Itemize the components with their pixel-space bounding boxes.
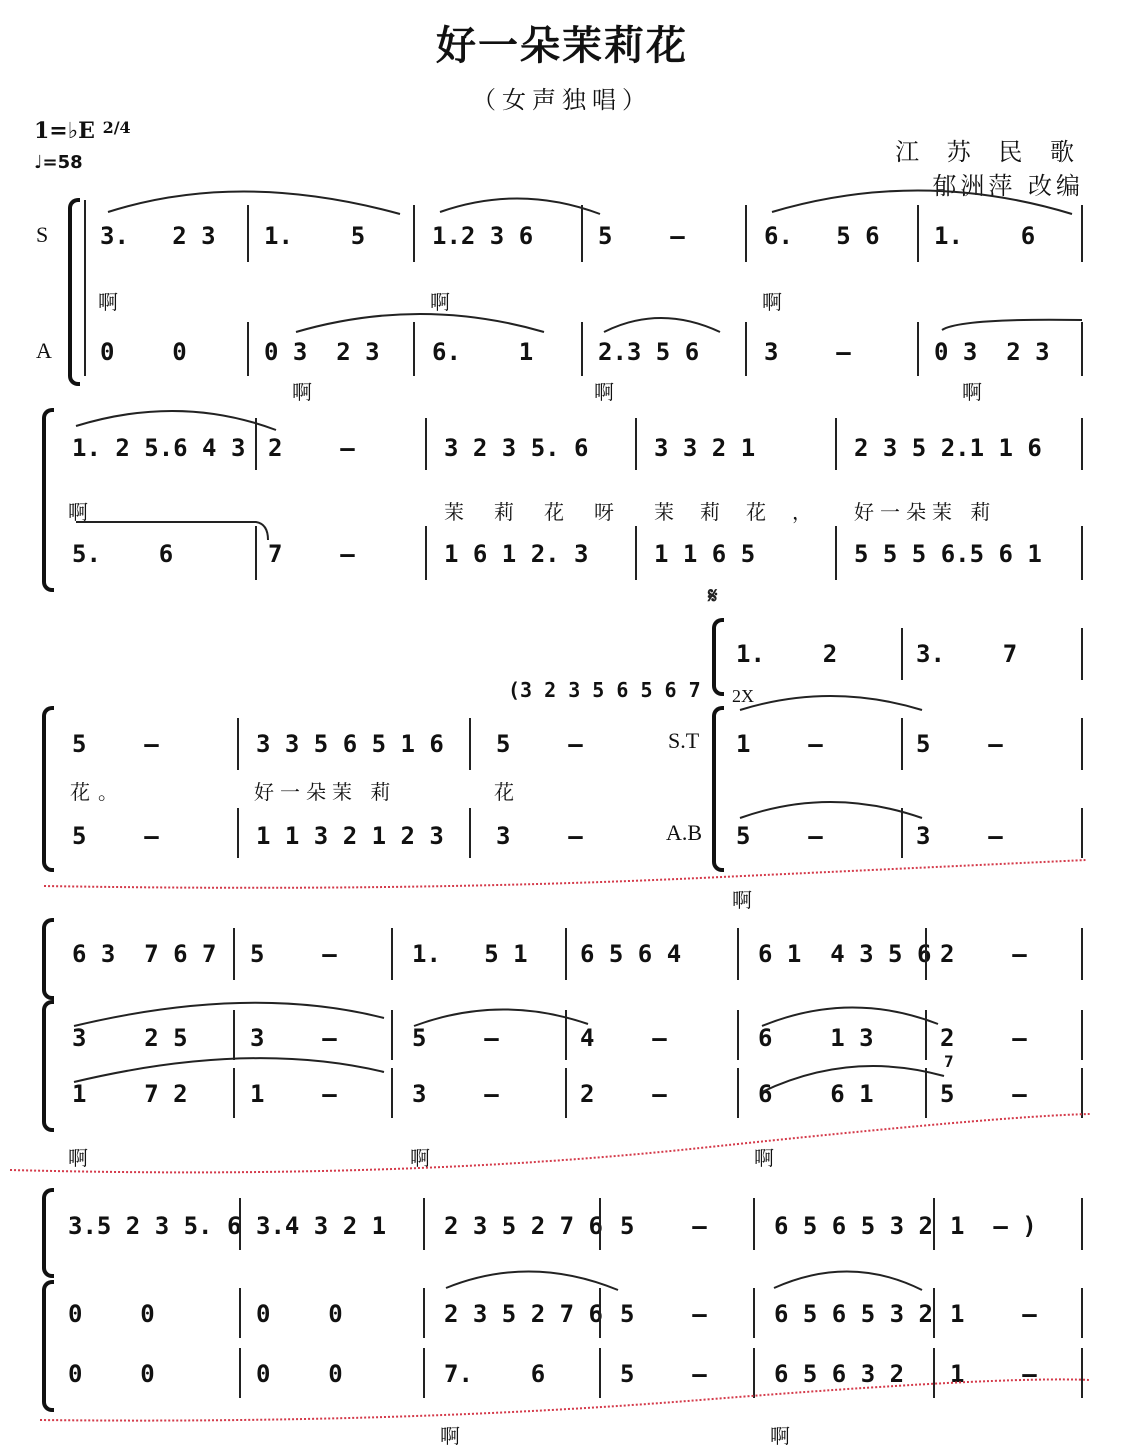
lyric-line: 花。 <box>70 780 126 804</box>
note-group: 6 3 7 6 7 <box>72 940 217 968</box>
note-group: 1 – <box>250 1080 337 1108</box>
note-group: 1 – <box>736 730 823 758</box>
note-group: 5. 6 <box>72 540 174 568</box>
tempo-mark: ♩=58 <box>34 152 83 173</box>
system-bracket <box>42 1188 54 1278</box>
system-bracket <box>68 198 80 386</box>
note-group: 6 6 1 <box>758 1080 874 1108</box>
lyric-ah: 啊 <box>732 888 752 912</box>
note-group: 3 – <box>496 822 583 850</box>
note-group: 1 – <box>950 1300 1037 1328</box>
note-group: 3 – <box>250 1024 337 1052</box>
note-group: 2.3 5 6 <box>598 338 700 366</box>
note-group: 0 3 2 3 <box>934 338 1050 366</box>
note-group: 3 2 5 <box>72 1024 188 1052</box>
lyric-ah: 啊 <box>754 1146 774 1170</box>
note-group: 1. 2 5.6 4 3 <box>72 434 246 462</box>
note-group: 1 1 3 2 1 2 3 <box>256 822 444 850</box>
note-group: 0 3 2 3 <box>264 338 380 366</box>
note-group: 7 – <box>268 540 355 568</box>
note-group: 2 – <box>268 434 355 462</box>
note-group: 0 0 <box>68 1360 155 1388</box>
note-group: 5 – <box>496 730 583 758</box>
note-group: 5 – <box>620 1212 707 1240</box>
lyric-line: 花 <box>494 780 522 804</box>
system-bracket <box>42 408 54 592</box>
system-bracket <box>42 1000 54 1132</box>
key-signature <box>34 118 131 144</box>
credit-origin: 江 苏 民 歌 <box>895 138 1084 166</box>
note-group: 2 – <box>580 1080 667 1108</box>
lyric-ah: 啊 <box>98 290 118 314</box>
note-group: 6 5 6 5 3 2 <box>774 1300 933 1328</box>
note-group: 5 – <box>412 1024 499 1052</box>
note-group: 1 7 2 <box>72 1080 188 1108</box>
note-group: 0 0 <box>256 1300 343 1328</box>
note-group: 7. 6 <box>444 1360 546 1388</box>
note-group: 5 5 5 6.5 6 1 <box>854 540 1042 568</box>
note-group: 5 – <box>72 730 159 758</box>
note-group: 5 – <box>598 222 685 250</box>
note-group: 5 – <box>250 940 337 968</box>
credit-arranger: 郁洲萍 改编 <box>932 172 1084 200</box>
lyric-ah: 啊 <box>440 1424 460 1448</box>
system-bracket <box>42 918 54 1000</box>
note-group: 0 0 <box>100 338 187 366</box>
note-group: 1. 6 <box>934 222 1036 250</box>
note-group: 6 1 3 <box>758 1024 874 1052</box>
note-group: 3 – <box>916 822 1003 850</box>
note-group: 6. 1 <box>432 338 534 366</box>
system-bracket <box>42 1280 54 1412</box>
lyric-ah: 啊 <box>410 1146 430 1170</box>
note-group: 1. 5 1 <box>412 940 528 968</box>
lyric-line: 好一朵茉 莉 <box>854 500 997 524</box>
part-label-st: S.T <box>668 728 700 753</box>
note-group: 2 3 5 2 7 6 <box>444 1300 603 1328</box>
note-group: 6. 5 6 <box>764 222 880 250</box>
note-group: 5 – <box>940 1080 1027 1108</box>
note-group: 0 0 <box>68 1300 155 1328</box>
note-group: 6 5 6 4 <box>580 940 682 968</box>
note-group: 3 – <box>412 1080 499 1108</box>
note-group: 5 – <box>620 1300 707 1328</box>
lyric-ah: 啊 <box>68 500 88 524</box>
key-label: 1=♭E <box>34 118 95 144</box>
note-group: 5 – <box>620 1360 707 1388</box>
note-group: 2 3 5 2.1 1 6 <box>854 434 1042 462</box>
note-group: 1 – <box>950 1360 1037 1388</box>
lyric-ah: 啊 <box>430 290 450 314</box>
note-group: 1 – ) <box>950 1212 1037 1240</box>
note-group: 3 3 2 1 <box>654 434 756 462</box>
lyric-ah: 啊 <box>762 290 782 314</box>
note-group: 1. 5 <box>264 222 366 250</box>
note-group: 3. 7 <box>916 640 1018 668</box>
note-group: 3.4 3 2 1 <box>256 1212 387 1240</box>
note-group: 3 3 5 6 5 1 6 <box>256 730 444 758</box>
note-group: 1. 2 <box>736 640 838 668</box>
system-bracket <box>712 706 724 872</box>
note-group: 2 – <box>940 940 1027 968</box>
lyric-ah: 啊 <box>292 380 312 404</box>
barline <box>84 200 86 376</box>
repeat-count: 2X <box>732 686 754 706</box>
note-group: 2 3 5 2 7 6 <box>444 1212 603 1240</box>
chord-note: 7 <box>944 1052 954 1071</box>
lyric-ah: 啊 <box>594 380 614 404</box>
system-bracket <box>42 706 54 872</box>
note-group: 0 0 <box>256 1360 343 1388</box>
lyric-ah: 啊 <box>68 1146 88 1170</box>
note-group: 5 – <box>736 822 823 850</box>
note-group: 3. 2 3 <box>100 222 216 250</box>
note-group: 6 1 4 3 5 6 <box>758 940 932 968</box>
note-group: 2 – <box>940 1024 1027 1052</box>
time-signature: 2/4 <box>102 118 131 137</box>
note-group: 4 – <box>580 1024 667 1052</box>
lyric-ah: 啊 <box>962 380 982 404</box>
page-title: 好一朵茉莉花 <box>436 23 688 69</box>
part-label-ab: A.B <box>666 820 703 845</box>
cadenza-notes: (3 2 3 5 6 5 6 7 <box>508 678 701 702</box>
part-label-s: S <box>36 222 49 247</box>
lyric-ah: 啊 <box>770 1424 790 1448</box>
note-group: 5 – <box>72 822 159 850</box>
lyric-line: 茉莉花， <box>654 500 838 524</box>
segno-sign: 𝄋 <box>708 584 718 609</box>
note-group: 3 – <box>764 338 851 366</box>
note-group: 1 6 1 2. 3 <box>444 540 589 568</box>
note-group: 6 5 6 3 2 <box>774 1360 905 1388</box>
lyric-line: 好一朵茉 莉 <box>254 780 397 804</box>
system-bracket <box>712 618 724 696</box>
note-group: 3.5 2 3 5. 6 <box>68 1212 242 1240</box>
note-group: 1 1 6 5 <box>654 540 756 568</box>
part-label-a: A <box>36 338 52 363</box>
note-group: 5 – <box>916 730 1003 758</box>
note-group: 6 5 6 5 3 2 <box>774 1212 933 1240</box>
lyric-line: 茉莉花呀 <box>444 500 644 524</box>
page-subtitle: （女声独唱） <box>472 86 652 114</box>
note-group: 1.2 3 6 <box>432 222 534 250</box>
note-group: 3 2 3 5. 6 <box>444 434 589 462</box>
